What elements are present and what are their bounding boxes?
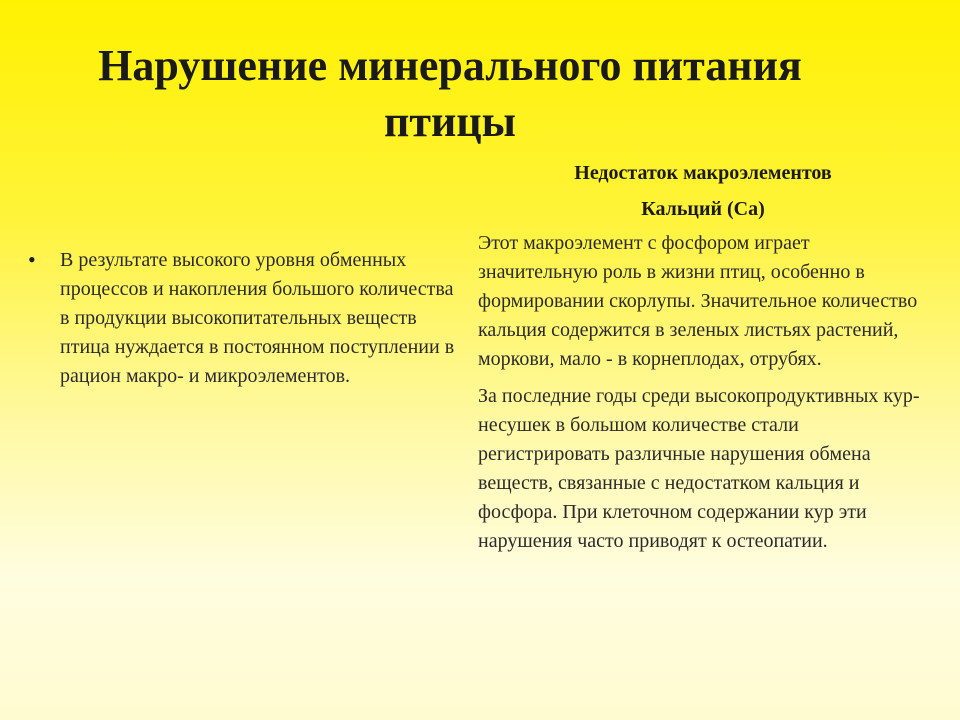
slide-title: Нарушение минерального питания птицы bbox=[98, 41, 802, 146]
bullet-text: В результате высокого уровня обменных процессов и накопления большого количества в продукции высокопитательных веществ птица нуждается в постоянном поступлении в рацион макро- и микроэлементов. bbox=[60, 249, 455, 387]
paragraph-calcium-role: Этот макроэлемент с фосфором играет значительную роль в жизни птиц, особенно в формировании скорлупы. Значительное количество кальция содержится в зеленых листьях растений, моркови, мало - в корнеплодах, отрубях. bbox=[478, 232, 918, 370]
section-heading: Недостаток макроэлементов bbox=[574, 162, 832, 184]
right-column bbox=[478, 155, 928, 564]
left-column bbox=[28, 246, 458, 391]
paragraph-metabolic-disorders: За последние годы среди высокопродуктивных кур-несушек в большом количестве стали регистрировать различные нарушения обмена веществ, связанные с недостатком кальция и фосфора. При клеточном содержании кур эти нарушения часто приводят к остеопатии. bbox=[478, 385, 920, 552]
bullet-item bbox=[28, 246, 458, 391]
section-subheading: Кальций (Са) bbox=[641, 198, 765, 220]
bullet-dot-icon: • bbox=[28, 247, 36, 272]
